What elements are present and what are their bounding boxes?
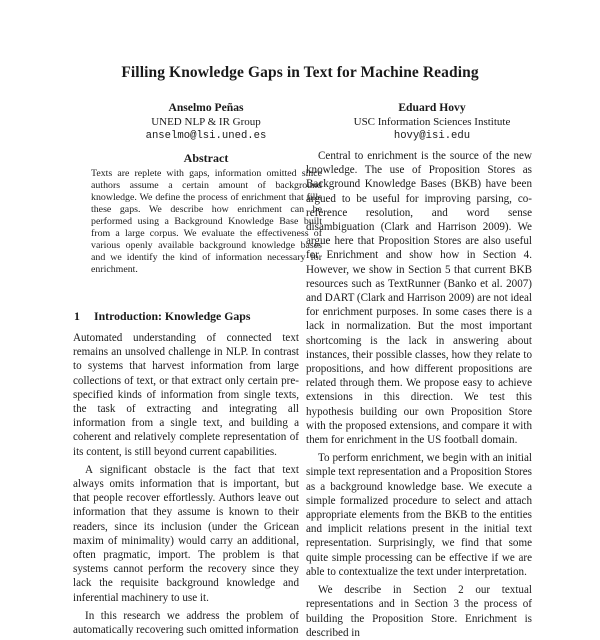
author-email: anselmo@lsi.uned.es (145, 130, 267, 142)
paragraph: To perform enrichment, we begin with an initial simple text representation and a Proposition Stores as a background knowledge base. We execute a simple formalized procedure to select and attach appropriate elements from the BKB to the entities and implicit relations present in the initial text representation. Surprisingly, we find that some quite simple processing can be effective if we are able to contextualize the text under interpretation. (306, 452, 532, 578)
paragraph: Automated understanding of connected text remains an unsolved challenge in NLP. In contrast to systems that harvest information from large collections of text, or that extract only certain pre-specified kinds of information from single texts, the task of extracting and integrating all information from a single text, and building a coherent and relatively complete representation of its content, is still beyond current capabilities. (73, 332, 299, 458)
paragraph: We describe in Section 2 our textual representations and in Section 3 the process of building the Proposition Store. Enrichment is described in (306, 584, 532, 639)
section-number: 1 (74, 309, 80, 323)
author-email: hovy@isi.edu (393, 130, 471, 142)
author-block (322, 101, 542, 143)
section-heading (74, 309, 334, 324)
right-column (306, 149, 532, 639)
abstract-heading: Abstract (183, 151, 229, 165)
author-name: Eduard Hovy (398, 101, 466, 114)
abstract-text: Texts are replete with gaps, information omitted since authors assume a certain amount of background knowledge. We define the process of enrichment that fills these gaps. We describe how enrichment can be performed using a Background Knowledge Base built from a large corpus. We evaluate the effectiveness of various openly available background knowledge bases and we identify the kind of information necessary for enrichment. (91, 168, 322, 275)
paragraph: In this research we address the problem of automatically recovering such omitted information (73, 609, 299, 637)
paper-title: Filling Knowledge Gaps in Text for Machine Reading (121, 64, 479, 81)
section-title: Introduction: Knowledge Gaps (94, 309, 251, 323)
paragraph: Central to enrichment is the source of the new knowledge. The use of Proposition Stores as Background Knowledge Bases (BKB) have been argued to be useful for improving parsing, co-reference resolution, and word sense disambiguation (Clark and Harrison 2009). We argue here that Proposition Stores are also useful for Enrichment and show how in Section 4. However, we show in Section 5 that current BKB resources such as TextRunner (Banko et al. 2007) and DART (Clark and Harrison 2009) are not ideal for enrichment purposes. In some cases there is a lack in normalization. But the most important shortcoming is the lack in answering about instances, their possible classes, how they relate to propositions, and how different propositions are related through them. We propose easy to achieve extensions in this direction. We test this hypothesis building our own Proposition Store with the proposed extensions, and compare it with them for enrichment in the US football domain. (306, 150, 532, 447)
author-name: Anselmo Peñas (168, 101, 244, 114)
author-affiliation: USC Information Sciences Institute (353, 116, 511, 128)
paragraph: A significant obstacle is the fact that text always omits information that is important, but that people recover effortlessly. Authors leave out information that they assume is known to their readers, since its inclusion (under the Gricean maxim of minimality) would carry an additional, often pragmatic, import. The problem is that systems cannot perform the recovery since they lack the requisite background knowledge and inferential machinery to use it. (73, 463, 299, 604)
left-column (73, 331, 299, 637)
author-affiliation: UNED NLP & IR Group (151, 116, 261, 128)
author-block (96, 101, 316, 143)
